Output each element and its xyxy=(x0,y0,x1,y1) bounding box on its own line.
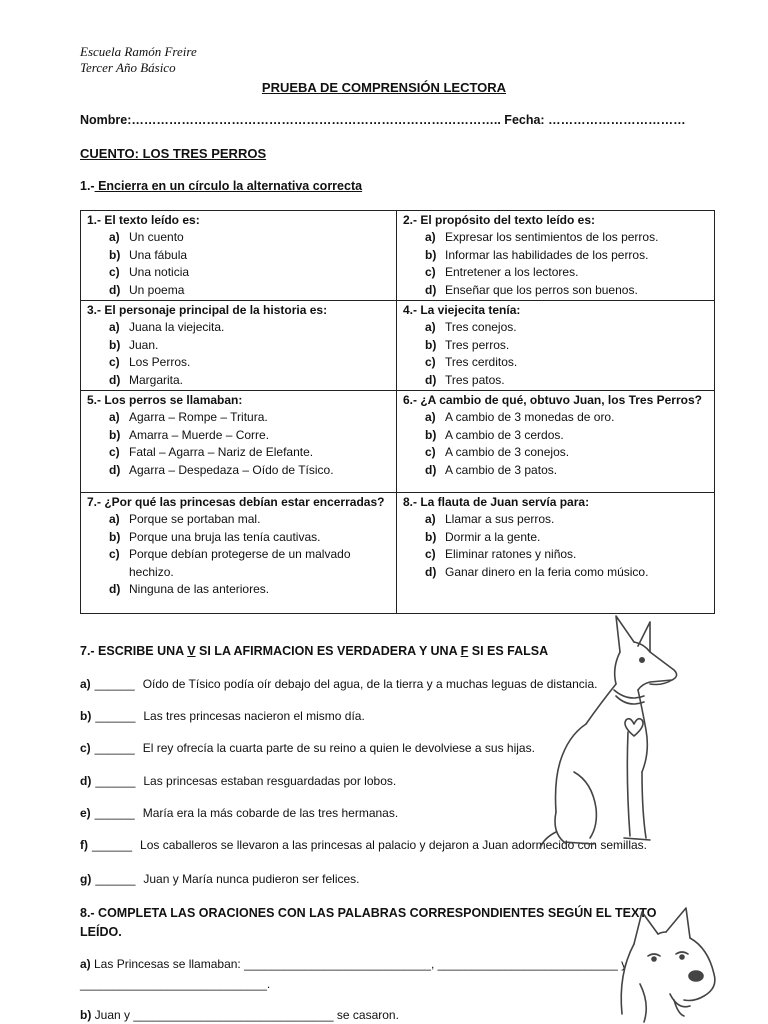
option-letter: d) xyxy=(425,564,437,579)
name-date-line[interactable]: Nombre:…………………………………………………………………………….. Fecha: …………………………… xyxy=(80,113,686,127)
answer-option[interactable] xyxy=(403,247,708,264)
tf-item-letter: d) xyxy=(80,774,92,788)
tf-answer-blank[interactable]: ______ xyxy=(92,838,133,852)
multiple-choice-table xyxy=(80,210,715,614)
option-text: Porque debían protegerse de un malvado hechizo. xyxy=(129,547,351,579)
option-text: Tres patos. xyxy=(445,372,505,387)
fill-item-b-label: b) xyxy=(80,1008,92,1022)
answer-option[interactable] xyxy=(87,409,390,426)
option-letter: b) xyxy=(425,247,437,262)
tf-item-letter: f) xyxy=(80,838,88,852)
question-text: 2.- El propósito del texto leído es: xyxy=(403,213,596,227)
option-text: Enseñar que los perros son buenos. xyxy=(445,282,638,297)
answer-option[interactable] xyxy=(403,229,708,246)
option-letter: c) xyxy=(425,547,436,562)
option-text: Tres conejos. xyxy=(445,320,517,335)
answer-option[interactable] xyxy=(403,444,708,461)
answer-option[interactable] xyxy=(403,462,708,479)
option-letter: b) xyxy=(109,337,121,352)
option-letter: d) xyxy=(425,282,437,297)
option-text: Un cuento xyxy=(129,230,184,245)
dog-head-icon xyxy=(604,904,724,1024)
grade-level: Tercer Año Básico xyxy=(80,60,176,75)
option-letter: c) xyxy=(109,355,120,370)
true-false-item[interactable] xyxy=(80,872,360,886)
option-text: Dormir a la gente. xyxy=(445,529,541,544)
option-letter: c) xyxy=(425,445,436,460)
tf-answer-blank[interactable]: ______ xyxy=(95,774,136,788)
answer-option[interactable] xyxy=(403,511,708,528)
option-text: A cambio de 3 cerdos. xyxy=(445,427,564,442)
tf-answer-blank[interactable]: ______ xyxy=(94,741,135,755)
answer-option[interactable] xyxy=(403,372,708,389)
answer-option[interactable] xyxy=(87,581,390,598)
section7-title-part2: SI LA AFIRMACION ES VERDADERA Y UNA xyxy=(195,644,461,658)
option-text: Expresar los sentimientos de los perros. xyxy=(445,230,659,245)
sitting-dog-icon xyxy=(538,612,698,852)
fill-item-a-text: Las Princesas se llamaban: ____________________________, ___________________________ y xyxy=(90,957,628,971)
option-letter: d) xyxy=(425,372,437,387)
option-text: Margarita. xyxy=(129,372,184,387)
question-cell xyxy=(81,493,397,614)
option-text: Tres perros. xyxy=(445,337,510,352)
option-letter: b) xyxy=(109,247,121,262)
section1-instruction-text: Encierra en un círculo la alternativa correcta xyxy=(94,179,363,193)
question-row xyxy=(81,493,715,614)
tf-answer-blank[interactable]: ______ xyxy=(94,806,135,820)
true-false-item[interactable] xyxy=(80,741,535,755)
answer-option[interactable] xyxy=(87,282,390,299)
answer-option[interactable] xyxy=(87,444,390,461)
option-text: Una noticia xyxy=(129,265,190,280)
answer-option[interactable] xyxy=(403,409,708,426)
option-text: Informar las habilidades de los perros. xyxy=(445,247,649,262)
true-false-item[interactable] xyxy=(80,709,365,723)
question-cell xyxy=(81,391,397,493)
true-false-item[interactable] xyxy=(80,677,597,691)
option-letter: b) xyxy=(425,427,437,442)
option-text: A cambio de 3 monedas de oro. xyxy=(445,410,615,425)
answer-option[interactable] xyxy=(87,427,390,444)
answer-option[interactable] xyxy=(87,354,390,371)
option-text: Ninguna de las anteriores. xyxy=(129,582,270,597)
option-text: Un poema xyxy=(129,282,185,297)
question-text: 8.- La flauta de Juan servía para: xyxy=(403,495,590,510)
question-row xyxy=(81,391,715,493)
answer-option[interactable] xyxy=(87,247,390,264)
answer-option[interactable] xyxy=(87,264,390,281)
answer-option[interactable] xyxy=(87,319,390,336)
option-text: A cambio de 3 patos. xyxy=(445,462,558,477)
option-letter: b) xyxy=(425,337,437,352)
answer-option[interactable] xyxy=(403,546,708,563)
tf-statement: Oído de Tísico podía oír debajo del agua, de la tierra y a muchas leguas de distancia. xyxy=(142,677,598,691)
section7-title-v: V xyxy=(187,644,196,658)
school-name: Escuela Ramón Freire xyxy=(80,44,197,59)
tf-item-letter: b) xyxy=(80,709,92,723)
answer-option[interactable] xyxy=(403,264,708,281)
option-text: Una fábula xyxy=(129,247,188,262)
option-letter: d) xyxy=(109,582,121,597)
question-cell xyxy=(397,391,715,493)
option-letter: a) xyxy=(109,512,120,527)
option-letter: d) xyxy=(109,462,121,477)
fill-item-a-continuation[interactable]: ____________________________. xyxy=(80,977,271,991)
answer-option[interactable] xyxy=(87,372,390,389)
answer-option[interactable] xyxy=(403,337,708,354)
option-letter: a) xyxy=(425,410,436,425)
option-letter: d) xyxy=(109,372,121,387)
option-letter: a) xyxy=(109,230,120,245)
section7-title xyxy=(80,644,548,658)
tf-statement: Los caballeros se llevaron a las princesas al palacio y dejaron a Juan adormecido con semillas. xyxy=(140,838,647,852)
tf-statement: El rey ofrecía la cuarta parte de su reino a quien le devolviese a sus hijas. xyxy=(142,741,535,755)
question-cell xyxy=(81,301,397,391)
option-text: Tres cerditos. xyxy=(445,355,518,370)
question-row xyxy=(81,301,715,391)
section1-number: 1.- xyxy=(80,179,95,193)
section1-instruction xyxy=(80,179,362,193)
option-letter: a) xyxy=(425,230,436,245)
answer-option[interactable] xyxy=(87,511,390,528)
tf-item-letter: c) xyxy=(80,741,91,755)
option-text: Agarra – Rompe – Tritura. xyxy=(129,410,268,425)
option-letter: c) xyxy=(109,445,120,460)
question-cell xyxy=(397,211,715,301)
section7-title-f: F xyxy=(460,644,469,658)
fill-item-a-label: a) xyxy=(80,957,91,971)
question-cell xyxy=(81,211,397,301)
option-text: Agarra – Despedaza – Oído de Tísico. xyxy=(129,462,334,477)
tf-statement: Las princesas estaban resguardadas por lobos. xyxy=(143,774,397,788)
section8-title: 8.- COMPLETA LAS ORACIONES CON LAS PALABRAS CORRESPONDIENTES SEGÚN EL TEXTO LEÍDO. xyxy=(80,906,657,939)
story-title: CUENTO: LOS TRES PERROS xyxy=(80,146,267,161)
true-false-item[interactable] xyxy=(80,806,398,820)
page-title: PRUEBA DE COMPRENSIÓN LECTORA xyxy=(261,80,507,95)
fill-item-b-text: Juan y ______________________________ se casaron. xyxy=(91,1008,399,1022)
tf-item-letter: a) xyxy=(80,677,91,691)
answer-option[interactable] xyxy=(87,529,390,546)
tf-answer-blank[interactable]: ______ xyxy=(95,872,136,886)
answer-option[interactable] xyxy=(87,229,390,246)
option-letter: a) xyxy=(425,512,436,527)
option-text: Juana la viejecita. xyxy=(129,320,225,335)
answer-option[interactable] xyxy=(403,427,708,444)
question-cell xyxy=(397,301,715,391)
option-letter: a) xyxy=(109,320,120,335)
tf-answer-blank[interactable]: ______ xyxy=(94,677,135,691)
option-text: Entretener a los lectores. xyxy=(445,265,579,280)
tf-statement: Juan y María nunca pudieron ser felices. xyxy=(143,872,360,886)
option-letter: c) xyxy=(109,547,120,562)
question-text: 1.- El texto leído es: xyxy=(87,213,200,227)
answer-option[interactable] xyxy=(403,319,708,336)
question-text: 4.- La viejecita tenía: xyxy=(403,303,521,318)
question-text: 3.- El personaje principal de la historia es: xyxy=(87,303,328,318)
option-letter: c) xyxy=(425,355,436,370)
option-letter: a) xyxy=(109,410,120,425)
option-text: A cambio de 3 conejos. xyxy=(445,445,570,460)
answer-option[interactable] xyxy=(87,337,390,354)
option-letter: c) xyxy=(425,265,436,280)
option-letter: b) xyxy=(109,427,121,442)
fill-item-a[interactable] xyxy=(80,957,627,971)
tf-answer-blank[interactable]: ______ xyxy=(95,709,136,723)
tf-statement: María era la más cobarde de las tres hermanas. xyxy=(142,806,399,820)
option-text: Porque se portaban mal. xyxy=(129,512,261,527)
option-text: Fatal – Agarra – Nariz de Elefante. xyxy=(129,445,314,460)
option-text: Ganar dinero en la feria como músico. xyxy=(445,564,649,579)
answer-option[interactable] xyxy=(87,546,390,581)
section7-title-part1: 7.- ESCRIBE UNA xyxy=(80,644,188,658)
option-text: Eliminar ratones y niños. xyxy=(445,547,577,562)
question-text: 5.- Los perros se llamaban: xyxy=(87,393,243,408)
option-letter: d) xyxy=(109,282,121,297)
question-cell xyxy=(397,493,715,614)
tf-statement: Las tres princesas nacieron el mismo día. xyxy=(143,709,365,723)
option-letter: b) xyxy=(425,529,437,544)
answer-option[interactable] xyxy=(403,529,708,546)
tf-item-letter: g) xyxy=(80,872,92,886)
option-text: Porque una bruja las tenía cautivas. xyxy=(129,529,321,544)
question-row xyxy=(81,211,715,301)
school-header xyxy=(80,44,197,76)
option-text: Juan. xyxy=(129,337,159,352)
option-letter: b) xyxy=(109,529,121,544)
section7-title-part3: SI ES FALSA xyxy=(468,644,549,658)
answer-option[interactable] xyxy=(403,564,708,581)
answer-option[interactable] xyxy=(87,462,390,479)
question-text: 7.- ¿Por qué las princesas debían estar encerradas? xyxy=(87,495,385,510)
question-text: 6.- ¿A cambio de qué, obtuvo Juan, los Tres Perros? xyxy=(403,393,702,408)
option-letter: c) xyxy=(109,265,120,280)
answer-option[interactable] xyxy=(403,354,708,371)
true-false-item[interactable] xyxy=(80,774,396,788)
option-letter: a) xyxy=(425,320,436,335)
tf-item-letter: e) xyxy=(80,806,91,820)
option-text: Llamar a sus perros. xyxy=(445,512,555,527)
answer-option[interactable] xyxy=(403,282,708,299)
option-letter: d) xyxy=(425,462,437,477)
fill-item-b[interactable] xyxy=(80,1008,399,1022)
option-text: Amarra – Muerde – Corre. xyxy=(129,427,270,442)
option-text: Los Perros. xyxy=(129,355,191,370)
